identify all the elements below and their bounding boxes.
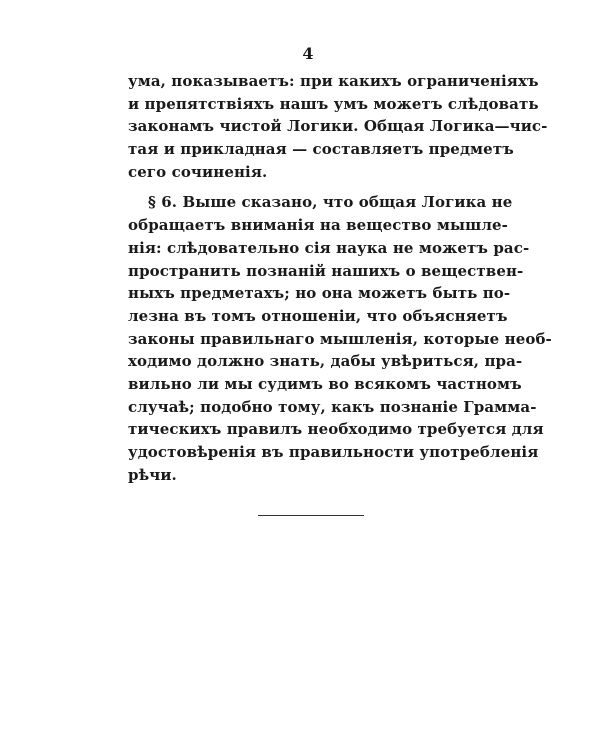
paragraph-gap [128, 183, 500, 191]
text-line: законамъ чистой Логики. Общая Логика—чис- [128, 117, 548, 136]
text-line: сего сочиненiя. [128, 162, 268, 181]
text-line: и препятствiяхъ нашъ умъ можетъ слѣдовать [128, 94, 539, 113]
text-line: случаѣ; подобно тому, какъ познанiе Грамма- [128, 397, 537, 416]
text-line: лезна въ томъ отношенiи, что объясняетъ [128, 306, 508, 325]
body-text [128, 70, 552, 486]
text-line: пространить познанiй нашихъ о веществен- [128, 261, 524, 280]
section-divider [258, 515, 364, 516]
page-number: 4 [302, 44, 314, 63]
text-line: удостовѣренiя въ правильности употребленiя [128, 443, 539, 461]
text-line: вильно ли мы судимъ во всякомъ частномъ [128, 374, 522, 393]
text-line: нiя: слѣдовательно сiя наука не можетъ рас- [128, 238, 530, 257]
text-line: ума, показываетъ: при какихъ ограниченiяхъ [128, 72, 539, 90]
text-line: обращаетъ вниманiя на вещество мышле- [128, 216, 508, 235]
text-line: тическихъ правилъ необходимо требуется для [128, 420, 544, 439]
text-line: рѣчи. [128, 465, 177, 484]
paragraph-1 [128, 70, 548, 183]
text-line: тая и прикладная — составляетъ предметъ [128, 140, 514, 159]
text-line: ходимо должно знать, дабы увѣриться, пра- [128, 352, 523, 371]
paragraph-2 [128, 191, 552, 486]
text-line: ныхъ предметахъ; но она можетъ быть по- [128, 284, 511, 303]
text-line: законы правильнаго мышленiя, которые необ- [128, 329, 552, 348]
text-line: § 6. Выше сказано, что общая Логика не [148, 193, 513, 212]
